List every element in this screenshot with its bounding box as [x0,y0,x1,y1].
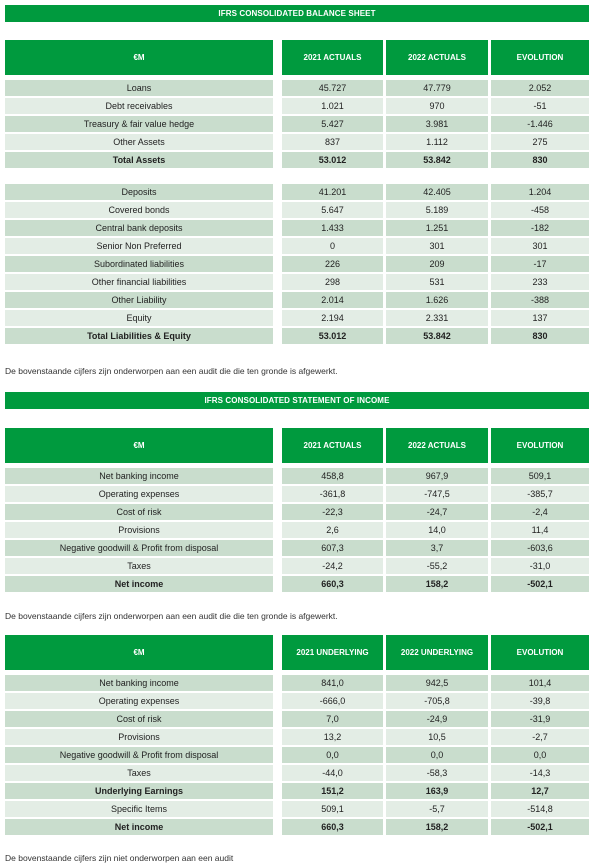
value-2021: 837 [282,134,383,150]
row-label: Net income [5,819,273,835]
header-currency: €M [5,635,273,670]
value-evolution: -458 [491,202,589,218]
value-2022: 967,9 [386,468,488,484]
value-2022: -705,8 [386,693,488,709]
value-2022: 1.626 [386,292,488,308]
value-evolution: -2,7 [491,729,589,745]
header-currency: €M [5,40,273,75]
header-col-evolution: EVOLUTION [491,635,589,670]
value-2022: -24,9 [386,711,488,727]
income-statement-table [5,428,589,594]
value-2022: 0,0 [386,747,488,763]
value-evolution: -388 [491,292,589,308]
table-row [5,522,589,540]
header-col-2022: 2022 ACTUALS [386,40,488,75]
table-header-row [5,428,589,463]
value-evolution: -51 [491,98,589,114]
table-row [5,274,589,292]
value-2022: 3.981 [386,116,488,132]
table-row [5,468,589,486]
table-row [5,711,589,729]
value-evolution: -502,1 [491,576,589,592]
table-row [5,152,589,170]
row-label: Other financial liabilities [5,274,273,290]
row-label: Provisions [5,522,273,538]
row-label: Specific Items [5,801,273,817]
value-2022: 14,0 [386,522,488,538]
table-header-row [5,40,589,75]
row-label: Treasury & fair value hedge [5,116,273,132]
value-2021: 509,1 [282,801,383,817]
row-label: Central bank deposits [5,220,273,236]
row-label: Other Assets [5,134,273,150]
value-evolution: 2.052 [491,80,589,96]
row-label: Negative goodwill & Profit from disposal [5,540,273,556]
value-2021: 7,0 [282,711,383,727]
table-row [5,184,589,202]
row-label: Taxes [5,558,273,574]
row-label: Negative goodwill & Profit from disposal [5,747,273,763]
value-2021: 53.012 [282,152,383,168]
value-evolution: -39,8 [491,693,589,709]
value-evolution: -502,1 [491,819,589,835]
value-2021: 660,3 [282,819,383,835]
value-2021: 1.021 [282,98,383,114]
value-2022: -747,5 [386,486,488,502]
value-2021: 2.014 [282,292,383,308]
header-col-2022: 2022 UNDERLYING [386,635,488,670]
row-label: Underlying Earnings [5,783,273,799]
table-row [5,540,589,558]
value-2022: 301 [386,238,488,254]
value-evolution: 137 [491,310,589,326]
value-2021: 226 [282,256,383,272]
table-row [5,80,589,98]
value-2022: 5.189 [386,202,488,218]
value-2021: 0 [282,238,383,254]
underlying-table [5,635,589,837]
value-2022: -24,7 [386,504,488,520]
table-row [5,292,589,310]
value-2022: 42.405 [386,184,488,200]
row-label: Cost of risk [5,711,273,727]
balance-sheet-title: IFRS CONSOLIDATED BALANCE SHEET [5,5,589,22]
row-label: Taxes [5,765,273,781]
value-evolution: 830 [491,328,589,344]
value-2021: -22,3 [282,504,383,520]
value-2022: 53.842 [386,328,488,344]
value-evolution: 830 [491,152,589,168]
row-label: Covered bonds [5,202,273,218]
value-2022: 1.112 [386,134,488,150]
value-evolution: 11,4 [491,522,589,538]
value-2022: 531 [386,274,488,290]
value-evolution: 233 [491,274,589,290]
value-evolution: -385,7 [491,486,589,502]
row-label: Net income [5,576,273,592]
row-label: Subordinated liabilities [5,256,273,272]
value-2021: -24,2 [282,558,383,574]
row-label: Net banking income [5,675,273,691]
value-2021: -44,0 [282,765,383,781]
table-row [5,256,589,274]
value-2022: -5,7 [386,801,488,817]
header-col-evolution: EVOLUTION [491,428,589,463]
header-col-2022: 2022 ACTUALS [386,428,488,463]
header-col-2021: 2021 ACTUALS [282,40,383,75]
value-2022: -58,3 [386,765,488,781]
value-2021: 298 [282,274,383,290]
value-evolution: -31,0 [491,558,589,574]
value-evolution: 1.204 [491,184,589,200]
row-label: Debt receivables [5,98,273,114]
table-row [5,238,589,256]
balance-sheet-note: De bovenstaande cijfers zijn onderworpen aan een audit die die ten gronde is afgewerkt. [5,366,338,376]
value-2021: 13,2 [282,729,383,745]
value-2022: 163,9 [386,783,488,799]
value-evolution: 509,1 [491,468,589,484]
row-label: Other Liability [5,292,273,308]
value-2021: 5.427 [282,116,383,132]
value-2021: -666,0 [282,693,383,709]
table-row [5,328,589,346]
table-row [5,675,589,693]
value-evolution: -182 [491,220,589,236]
table-row [5,693,589,711]
table-row [5,783,589,801]
header-col-evolution: EVOLUTION [491,40,589,75]
value-evolution: -2,4 [491,504,589,520]
row-label: Senior Non Preferred [5,238,273,254]
row-label: Equity [5,310,273,326]
row-label: Total Assets [5,152,273,168]
table-row [5,134,589,152]
value-2021: 660,3 [282,576,383,592]
table-row [5,747,589,765]
value-evolution: -603,6 [491,540,589,556]
row-label: Provisions [5,729,273,745]
table-row [5,558,589,576]
value-2021: 458,8 [282,468,383,484]
value-2022: 3,7 [386,540,488,556]
row-label: Total Liabilities & Equity [5,328,273,344]
row-label: Operating expenses [5,486,273,502]
row-label: Deposits [5,184,273,200]
value-2021: 607,3 [282,540,383,556]
table-row [5,801,589,819]
underlying-note: De bovenstaande cijfers zijn niet onderworpen aan een audit [5,853,234,863]
value-2021: 41.201 [282,184,383,200]
value-2021: 151,2 [282,783,383,799]
table-row [5,819,589,837]
value-2021: 1.433 [282,220,383,236]
header-currency: €M [5,428,273,463]
value-evolution: -14,3 [491,765,589,781]
value-2022: 10,5 [386,729,488,745]
table-row [5,765,589,783]
table-row [5,202,589,220]
value-2021: 45.727 [282,80,383,96]
value-evolution: 12,7 [491,783,589,799]
table-row [5,310,589,328]
value-2022: 2.331 [386,310,488,326]
value-2022: 47.779 [386,80,488,96]
value-2021: 53.012 [282,328,383,344]
row-label: Cost of risk [5,504,273,520]
value-evolution: -17 [491,256,589,272]
table-row [5,576,589,594]
value-evolution: -31,9 [491,711,589,727]
value-2021: -361,8 [282,486,383,502]
table-header-row [5,635,589,670]
income-statement-title: IFRS CONSOLIDATED STATEMENT OF INCOME [5,392,589,409]
value-2021: 2.194 [282,310,383,326]
value-2021: 0,0 [282,747,383,763]
table-row [5,220,589,238]
value-evolution: 0,0 [491,747,589,763]
value-evolution: 101,4 [491,675,589,691]
value-2022: 53.842 [386,152,488,168]
table-row [5,116,589,134]
value-2021: 5.647 [282,202,383,218]
value-2022: 158,2 [386,819,488,835]
header-col-2021: 2021 UNDERLYING [282,635,383,670]
value-2022: 942,5 [386,675,488,691]
header-col-2021: 2021 ACTUALS [282,428,383,463]
value-2022: -55,2 [386,558,488,574]
table-row [5,98,589,116]
table-row [5,729,589,747]
value-2021: 2,6 [282,522,383,538]
value-2022: 209 [386,256,488,272]
table-row [5,504,589,522]
value-evolution: -514,8 [491,801,589,817]
value-2021: 841,0 [282,675,383,691]
value-evolution: 301 [491,238,589,254]
value-evolution: 275 [491,134,589,150]
table-row [5,486,589,504]
value-2022: 970 [386,98,488,114]
row-label: Operating expenses [5,693,273,709]
value-2022: 1.251 [386,220,488,236]
value-2022: 158,2 [386,576,488,592]
income-statement-note: De bovenstaande cijfers zijn onderworpen aan een audit die die ten gronde is afgewerkt. [5,611,338,621]
balance-sheet-table [5,40,589,346]
value-evolution: -1.446 [491,116,589,132]
row-label: Net banking income [5,468,273,484]
row-label: Loans [5,80,273,96]
